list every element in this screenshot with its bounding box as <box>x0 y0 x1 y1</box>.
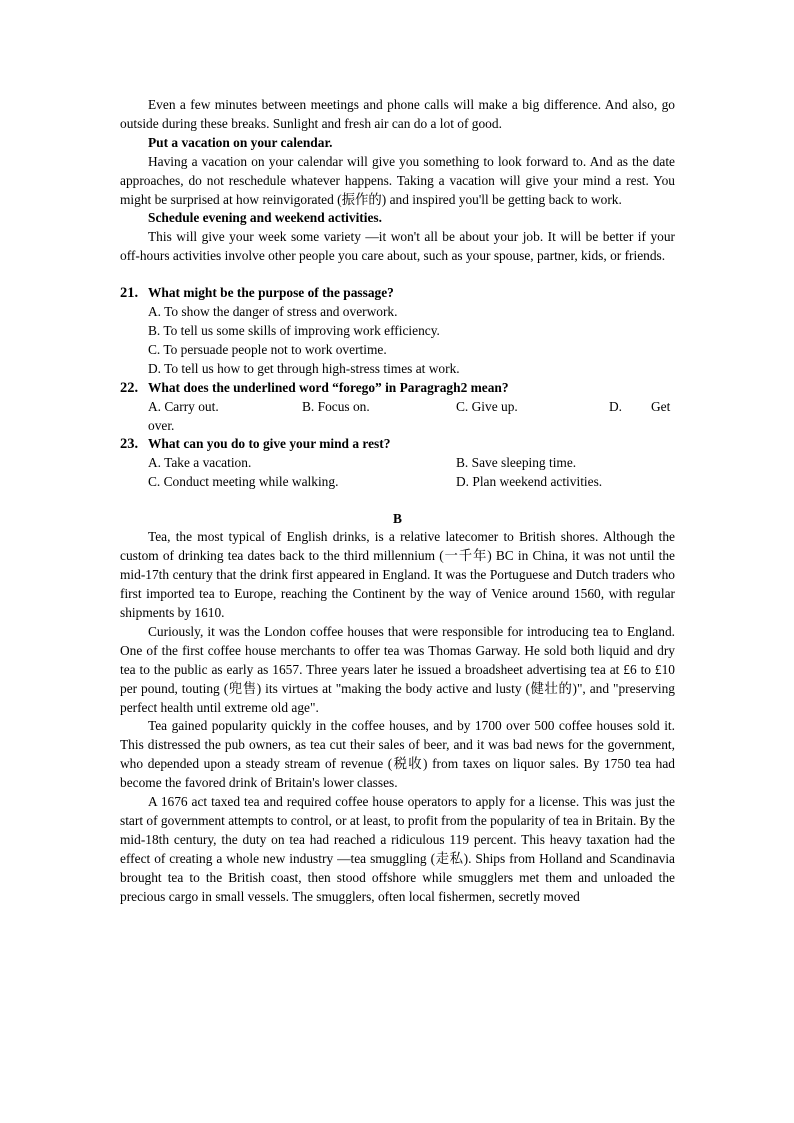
paragraph: Having a vacation on your calendar will give you something to look forward to. And as the date approaches, do not reschedule whatever happens. Taking a vacation will give your mind a rest. You might be surprised at how reinvigorated (振作的) and inspired you'll be getting back to work. <box>120 153 675 207</box>
question-number: 22. <box>120 379 139 396</box>
option-b: B. Focus on. <box>302 398 370 414</box>
paragraph: Curiously, it was the London coffee houses that were responsible for introducing tea to England. One of the first coffee house merchants to offer tea was Thomas Garway. He sold both liquid and dry tea to the public as early as 1657. Three years later he issued a broadsheet advertising tea at £6 to £10 per pound, touting (兜售) its virtues at "making the body active and lusty (健壮的)", and "preserving perfect health until extreme old age". <box>120 623 675 715</box>
option-c: C. To persuade people not to work overtime. <box>148 341 387 357</box>
option-d: D. Plan weekend activities. <box>456 473 603 489</box>
question-text: What does the underlined word “forego” in Paragragh2 mean? <box>148 379 509 395</box>
document-page <box>120 96 675 907</box>
question-23 <box>120 435 675 454</box>
spacer <box>120 266 675 284</box>
paragraph: Tea, the most typical of English drinks, is a relative latecomer to British shores. Although the custom of drinking tea dates back to the third millennium (一千年) BC in China, it was not until the mid-17th century that the drink first appeared in England. It was the Portuguese and Dutch traders who first imported tea to Europe, reaching the Continent by the way of Venice around 1560, with regular shipments by 1610. <box>120 529 675 621</box>
paragraph: Even a few minutes between meetings and phone calls will make a big difference. And also, go outside during these breaks. Sunlight and fresh air can do a lot of good. <box>120 97 675 131</box>
option-b: B. Save sleeping time. <box>456 454 577 470</box>
paragraph: This will give your week some variety —it won't all be about your job. It will be better if your off-hours activities involve other people you care about, such as your spouse, partner, kids, or friends. <box>120 229 675 264</box>
subheading: Put a vacation on your calendar. <box>148 134 333 150</box>
option-c: C. Give up. <box>456 398 518 414</box>
options-row <box>120 473 675 492</box>
option-d-text: Get <box>651 398 671 414</box>
question-22 <box>120 379 675 398</box>
option-d: D. <box>609 398 623 414</box>
option-a: A. To show the danger of stress and overwork. <box>148 304 398 320</box>
question-21 <box>120 284 675 303</box>
option-d: D. To tell us how to get through high-stress times at work. <box>148 360 460 376</box>
paragraph: A 1676 act taxed tea and required coffee house operators to apply for a license. This was just the start of government attempts to control, or at least, to profit from the popularity of tea in Britain. By the mid-18th century, the duty on tea had reached a ridiculous 119 percent. This heavy taxation had the effect of creating a whole new industry —tea smuggling (走私). Ships from Holland and Scandinavia brought tea to the British coast, then stood offshore while smugglers met them and unloaded the precious cargo in small vessels. The smugglers, often local fishermen, secretly moved <box>120 794 675 904</box>
question-number: 23. <box>120 435 139 452</box>
option-b: B. To tell us some skills of improving work efficiency. <box>148 322 440 338</box>
option-a: A. Carry out. <box>148 398 219 414</box>
question-text: What might be the purpose of the passage? <box>148 285 394 301</box>
section-heading: B <box>393 510 402 526</box>
options-row <box>120 398 675 435</box>
subheading: Schedule evening and weekend activities. <box>148 210 382 226</box>
option-c: C. Conduct meeting while walking. <box>148 473 339 489</box>
question-text: What can you do to give your mind a rest? <box>148 435 391 451</box>
spacer <box>120 492 675 504</box>
option-a: A. Take a vacation. <box>148 454 252 470</box>
question-number: 21. <box>120 285 139 302</box>
option-d-text-cont: over. <box>148 417 175 433</box>
options-row <box>120 454 675 473</box>
paragraph: Tea gained popularity quickly in the coffee houses, and by 1700 over 500 coffee houses sold it. This distressed the pub owners, as tea cut their sales of beer, and it was bad news for the government, who depended upon a steady stream of revenue (税收) from taxes on liquor sales. By 1750 tea had become the favored drink of Britain's lower classes. <box>120 718 675 791</box>
